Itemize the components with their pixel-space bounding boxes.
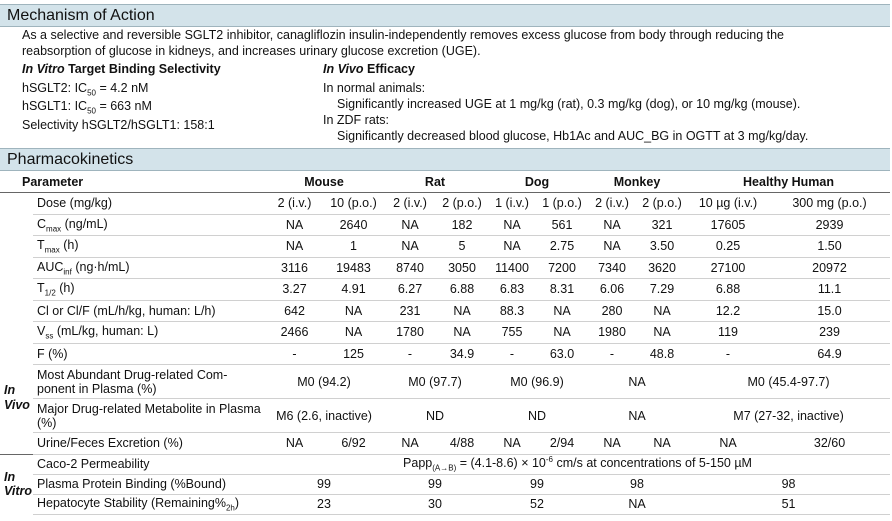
table-cell: 7.29 [637, 279, 687, 301]
pk-header [0, 148, 890, 171]
table-cell: NA [587, 236, 637, 258]
table-cell: NA [537, 300, 587, 322]
param-bioavailability: F (%) [33, 343, 265, 365]
table-cell: 125 [324, 343, 383, 365]
table-cell: 2.75 [537, 236, 587, 258]
table-cell: 642 [265, 300, 324, 322]
table-cell: 98 [687, 474, 890, 494]
table-cell: M0 (97.7) [383, 365, 487, 399]
table-cell: 3.27 [265, 279, 324, 301]
param-tmax: $T_{max}$ (h) [33, 236, 265, 258]
table-cell: 48.8 [637, 343, 687, 365]
table-cell: 755 [487, 322, 537, 344]
table-cell: 52 [487, 494, 587, 514]
table-row [0, 279, 890, 301]
table-cell: NA [637, 322, 687, 344]
caco2-value: Papp$_{(A\to B)}$ = $(4.1-8.6) \times 10^{-6}$ cm/s at concentrations of 5-150 µM [265, 454, 890, 474]
table-cell: 99 [383, 474, 487, 494]
table-cell: 119 [687, 322, 769, 344]
pk-table [0, 171, 890, 515]
table-cell: 88.3 [487, 300, 537, 322]
moa-description-line-2: reabsorption of glucose in kidneys, and increases urinary glucose excretion (UGE). [22, 44, 481, 58]
table-cell: 17605 [687, 214, 769, 236]
table-cell: 2 (p.o.) [437, 193, 487, 215]
zdf-rats-detail: Significantly decreased blood glucose, Hb1Ac and AUC_BG in OGTT at 3 mg/kg/day. [337, 129, 809, 143]
table-cell: - [383, 343, 437, 365]
table-cell: 7200 [537, 257, 587, 279]
table-cell: 3620 [637, 257, 687, 279]
in-vivo-label: In Vivo [4, 383, 30, 413]
header-healthy-human: Healthy Human [687, 171, 890, 193]
table-cell: 2 (i.v.) [383, 193, 437, 215]
table-cell: 64.9 [769, 343, 890, 365]
param-hepatocyte: Hepatocyte Stability $(Remaining\%_{2h})$ [33, 494, 265, 514]
table-row [0, 399, 890, 433]
zdf-rats-label: In ZDF rats: [323, 113, 389, 127]
table-cell: 99 [265, 474, 383, 494]
table-cell: 280 [587, 300, 637, 322]
header-monkey: Monkey [587, 171, 687, 193]
header-parameter: Parameter [0, 171, 265, 193]
table-row [0, 494, 890, 514]
table-cell: 99 [487, 474, 587, 494]
table-cell: - [587, 343, 637, 365]
header-dog: Dog [487, 171, 587, 193]
table-cell: 2/94 [537, 433, 587, 455]
header-rat: Rat [383, 171, 487, 193]
table-cell: ND [383, 399, 487, 433]
table-cell: 27100 [687, 257, 769, 279]
table-cell: 2 (p.o.) [637, 193, 687, 215]
table-cell: ND [487, 399, 587, 433]
table-cell: NA [587, 494, 687, 514]
table-cell: 98 [587, 474, 687, 494]
table-cell: NA [437, 322, 487, 344]
table-cell: 6.88 [437, 279, 487, 301]
table-cell: 10 µg (i.v.) [687, 193, 769, 215]
param-t-half: $T_{1/2}$ (h) [33, 279, 265, 301]
table-cell: 561 [537, 214, 587, 236]
table-cell: 7340 [587, 257, 637, 279]
param-most-abundant: Most Abundant Drug-related Com-ponent in Plasma (%) [33, 365, 265, 399]
param-clearance: Cl or Cl/F (mL/h/kg, human: L/h) [33, 300, 265, 322]
table-row [0, 433, 890, 455]
table-cell: NA [487, 236, 537, 258]
table-cell: 1.50 [769, 236, 890, 258]
in-vivo-heading: In Vivo Efficacy [323, 62, 415, 76]
table-cell: 2939 [769, 214, 890, 236]
normal-animals-label: In normal animals: [323, 81, 426, 95]
table-cell: 4.91 [324, 279, 383, 301]
header-mouse: Mouse [265, 171, 383, 193]
table-cell: NA [383, 433, 437, 455]
table-cell: NA [265, 236, 324, 258]
table-cell: 11.1 [769, 279, 890, 301]
table-cell: NA [587, 399, 687, 433]
table-cell: 6.06 [587, 279, 637, 301]
table-row [0, 193, 890, 215]
hsglt2-ic50: hSGLT2: $IC_{50} = 4.2$ nM [22, 81, 149, 98]
table-cell: 30 [383, 494, 487, 514]
table-cell: 2466 [265, 322, 324, 344]
table-cell: 3116 [265, 257, 324, 279]
table-cell: 32/60 [769, 433, 890, 455]
table-cell: 6.83 [487, 279, 537, 301]
hsglt1-ic50: hSGLT1: $IC_{50} = 663$ nM [22, 99, 152, 116]
table-cell: 182 [437, 214, 487, 236]
table-row [0, 454, 890, 474]
table-cell: 11400 [487, 257, 537, 279]
moa-title: Mechanism of Action [7, 7, 155, 24]
table-cell: 0.25 [687, 236, 769, 258]
param-auc-inf: $AUC_{inf}$ (ng·h/mL) [33, 257, 265, 279]
param-cmax: $C_{max}$ (ng/mL) [33, 214, 265, 236]
table-cell: 15.0 [769, 300, 890, 322]
table-cell: 2 (i.v.) [587, 193, 637, 215]
table-cell: 2 (i.v.) [265, 193, 324, 215]
selectivity-ratio: Selectivity hSGLT2/hSGLT1: 158:1 [22, 118, 215, 132]
param-caco2: Caco-2 Permeability [33, 454, 265, 474]
table-cell: NA [587, 214, 637, 236]
table-cell: 300 mg (p.o.) [769, 193, 890, 215]
table-cell: - [265, 343, 324, 365]
table-cell: 1 (i.v.) [487, 193, 537, 215]
table-row [0, 300, 890, 322]
table-cell: 1780 [383, 322, 437, 344]
table-cell: - [687, 343, 769, 365]
table-cell: 6/92 [324, 433, 383, 455]
table-cell: NA [587, 365, 687, 399]
table-cell: M0 (45.4-97.7) [687, 365, 890, 399]
table-cell: 34.9 [437, 343, 487, 365]
pk-title: Pharmacokinetics [7, 151, 134, 168]
table-cell: 63.0 [537, 343, 587, 365]
table-cell: NA [637, 433, 687, 455]
table-row [0, 236, 890, 258]
table-cell: 6.88 [687, 279, 769, 301]
table-cell: 23 [265, 494, 383, 514]
table-cell: 3.50 [637, 236, 687, 258]
table-cell: - [487, 343, 537, 365]
table-cell: NA [383, 236, 437, 258]
table-cell: NA [687, 433, 769, 455]
normal-animals-detail: Significantly increased UGE at 1 mg/kg (rat), 0.3 mg/kg (dog), or 10 mg/kg (mouse). [337, 97, 801, 111]
moa-description-line-1: As a selective and reversible SGLT2 inhibitor, canagliflozin insulin-independently removes excess glucose from body through reducing the [22, 28, 784, 42]
table-cell: 5 [437, 236, 487, 258]
table-cell: 1 (p.o.) [537, 193, 587, 215]
table-cell: M7 (27-32, inactive) [687, 399, 890, 433]
table-row [0, 257, 890, 279]
table-cell: NA [637, 300, 687, 322]
table-cell: 239 [769, 322, 890, 344]
table-row [0, 474, 890, 494]
table-cell: M6 (2.6, inactive) [265, 399, 383, 433]
table-cell: 2640 [324, 214, 383, 236]
table-cell: 321 [637, 214, 687, 236]
in-vitro-label: In Vitro [0, 454, 33, 514]
table-row [0, 322, 890, 344]
table-cell: NA [265, 214, 324, 236]
table-cell: NA [324, 322, 383, 344]
param-vss: $V_{ss}$ (mL/kg, human: L) [33, 322, 265, 344]
param-excretion: Urine/Feces Excretion (%) [33, 433, 265, 455]
table-cell: 20972 [769, 257, 890, 279]
table-cell: NA [537, 322, 587, 344]
table-cell: 12.2 [687, 300, 769, 322]
table-cell: 51 [687, 494, 890, 514]
table-cell: 1980 [587, 322, 637, 344]
table-cell: 10 (p.o.) [324, 193, 383, 215]
table-cell: M0 (94.2) [265, 365, 383, 399]
table-cell: NA [437, 300, 487, 322]
table-cell: NA [383, 214, 437, 236]
table-cell: 19483 [324, 257, 383, 279]
table-row [0, 343, 890, 365]
table-cell: NA [487, 433, 537, 455]
table-cell: M0 (96.9) [487, 365, 587, 399]
table-row [0, 214, 890, 236]
table-cell: 8.31 [537, 279, 587, 301]
table-cell: 8740 [383, 257, 437, 279]
param-ppb: Plasma Protein Binding (%Bound) [33, 474, 265, 494]
table-row [0, 365, 890, 399]
param-major-metabolite: Major Drug-related Metabolite in Plasma (%) [33, 399, 265, 433]
table-cell: 6.27 [383, 279, 437, 301]
table-cell: NA [587, 433, 637, 455]
table-cell: 1 [324, 236, 383, 258]
table-cell: NA [265, 433, 324, 455]
moa-header [0, 4, 890, 27]
table-cell: 231 [383, 300, 437, 322]
table-cell: NA [487, 214, 537, 236]
table-cell: 4/88 [437, 433, 487, 455]
param-dose: Dose (mg/kg) [33, 193, 265, 215]
table-cell: NA [324, 300, 383, 322]
pk-header-row [0, 171, 890, 193]
in-vitro-heading: In Vitro Target Binding Selectivity [22, 62, 221, 76]
table-cell: 3050 [437, 257, 487, 279]
